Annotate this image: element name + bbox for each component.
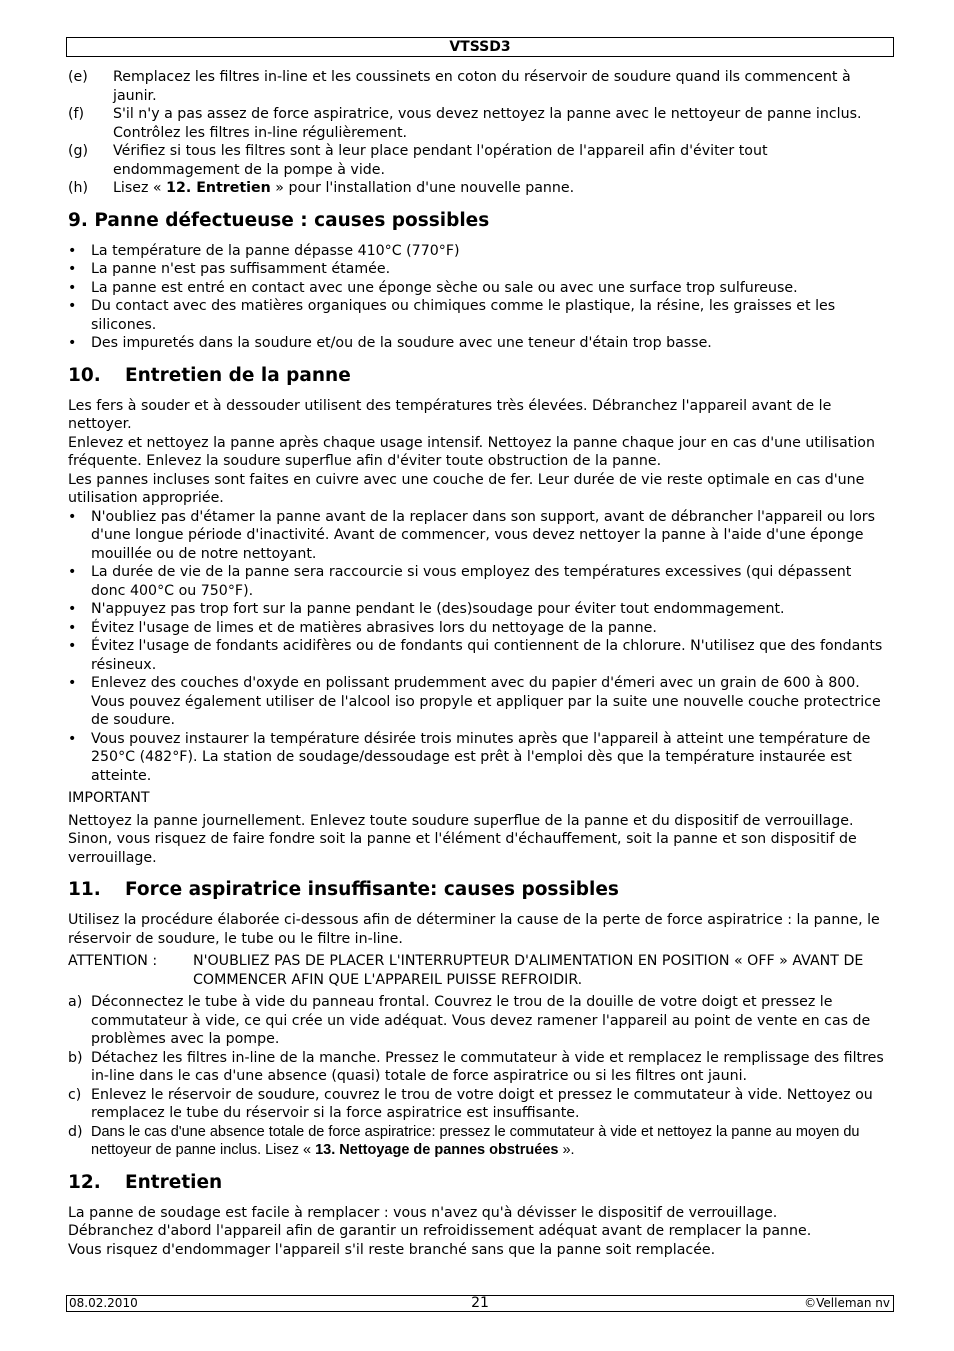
list-item-e: (e) Remplacez les filtres in-line et les coussinets en coton du réservoir de soudure quand ils commencent à jaunir. bbox=[68, 69, 851, 104]
paragraph: Vous risquez d'endommager l'appareil s'il reste branché sans que la panne soit remplacée. bbox=[68, 1241, 716, 1258]
paragraph: Les fers à souder et à dessouder utilisent des températures très élevées. Débranchez l'appareil avant de le nettoyer. bbox=[68, 397, 832, 432]
list-item: • Évitez l'usage de limes et de matières abrasives lors du nettoyage de la panne. bbox=[68, 619, 884, 638]
paragraph: Enlevez et nettoyez la panne après chaque usage intensif. Nettoyez la panne chaque jour en cas d'une utilisation fréquente. Enlevez la soudure superflue afin d'éviter toute obstruction de la panne. bbox=[68, 434, 875, 469]
section-10-bullets bbox=[68, 508, 884, 786]
footer-copyright: ©Velleman nv bbox=[804, 1296, 890, 1310]
paragraph: Utilisez la procédure élaborée ci-dessous afin de déterminer la cause de la perte de force aspiratrice : la panne, le réservoir de soudure, le tube ou le filtre in-line. bbox=[68, 912, 880, 947]
page-header bbox=[66, 37, 894, 57]
cross-reference-entretien: 12. Entretien bbox=[166, 180, 271, 196]
section-11-heading: 11. Force aspiratrice insuffisante: causes possibles bbox=[68, 879, 619, 900]
list-item: • La panne est entré en contact avec une éponge sèche ou sale ou avec une surface trop sulfureuse. bbox=[68, 279, 884, 298]
list-item: • Des impuretés dans la soudure et/ou de la soudure avec une teneur d'étain trop basse. bbox=[68, 334, 884, 353]
list-item: • Du contact avec des matières organiques ou chimiques comme le plastique, la résine, les graisses et les silicones. bbox=[68, 297, 884, 334]
page-content bbox=[68, 68, 884, 1259]
section-9-heading: 9. Panne défectueuse : causes possibles bbox=[68, 209, 490, 231]
list-item: • Enlevez des couches d'oxyde en polissant prudemment avec du papier d'émeri avec un grain de 600 à 800. Vous pouvez également utiliser de l'alcool iso propyle et appliquer par la suite une nouvelle couche protectrice de soudure. bbox=[68, 674, 884, 730]
paragraph: Débranchez d'abord l'appareil afin de garantir un refroidissement adéquat avant de remplacer la panne. bbox=[68, 1223, 812, 1239]
attention-notice: ATTENTION : N'OUBLIEZ PAS DE PLACER L'INTERRUPTEUR D'ALIMENTATION EN POSITION « OFF » AVANT DE COMMENCER AFIN QUE L'APPAREIL PUISSE REFROIDIR. bbox=[68, 953, 864, 988]
section-10-heading: 10. Entretien de la panne bbox=[68, 364, 351, 386]
list-item: • Évitez l'usage de fondants acidifères ou de fondants qui contiennent de la chlorure. N'utilisez que des fondants résineux. bbox=[68, 637, 884, 674]
paragraph: Les pannes incluses sont faites en cuivre avec une couche de fer. Leur durée de vie reste optimale en cas d'une utilisation appropriée. bbox=[68, 471, 865, 506]
page-footer bbox=[66, 1295, 894, 1312]
step-a: a) Déconnectez le tube à vide du panneau frontal. Couvrez le trou de la douille de votre doigt et pressez le commutateur à vide, ce qui crée un vide adéquat. Vous devez ramener l'appareil au point de vente en cas de problèmes avec la pompe. bbox=[68, 994, 871, 1047]
page-number: 21 bbox=[471, 1295, 489, 1311]
list-item: • N'oubliez pas d'étamer la panne avant de la replacer dans son support, avant de débrancher l'appareil ou lors d'une longue période d'inactivité. Avant de commencer, vous devez nettoyer la panne à l'aide d'une éponge mouillée ou de notre nettoyant. bbox=[68, 508, 884, 564]
important-text: Nettoyez la panne journellement. Enlevez toute soudure superflue de la panne et du dispositif de verrouillage. Sinon, vous risquez de faire fondre soit la panne et l'élément d'échauffement, soit la panne et son dispositif de verrouillage. bbox=[68, 812, 857, 866]
list-item: • Vous pouvez instaurer la température désirée trois minutes après que l'appareil à atteint une température de 250°C (482°F). La station de soudage/dessoudage est prêt à l'emploi dès que la température instaurée est atteinte. bbox=[68, 730, 884, 786]
important-label: IMPORTANT bbox=[68, 790, 150, 806]
step-d: d) Dans le cas d'une absence totale de force aspiratrice: pressez le commutateur à vide et nettoyez la panne au moyen du nettoyeur de panne inclus. Lisez « 13. Nettoyage de pannes obstruées ». bbox=[68, 1123, 860, 1158]
footer-date: 08.02.2010 bbox=[69, 1296, 138, 1310]
section-9-bullets bbox=[68, 242, 884, 353]
section-12-heading: 12. Entretien bbox=[68, 1171, 223, 1193]
step-c: c) Enlevez le réservoir de soudure, couvrez le trou de votre doigt et pressez le commutateur à vide. Nettoyez ou remplacez le tube du réservoir si la force aspiratrice est insuffisante. bbox=[68, 1086, 873, 1121]
cross-reference-nettoyage: 13. Nettoyage de pannes obstruées bbox=[315, 1142, 559, 1158]
list-item: • La température de la panne dépasse 410°C (770°F) bbox=[68, 242, 884, 261]
list-item-f: (f) S'il n'y a pas assez de force aspiratrice, vous devez nettoyez la panne avec le nettoyeur de panne inclus. Contrôlez les filtres in-line régulièrement. bbox=[68, 106, 862, 141]
paragraph: La panne de soudage est facile à remplacer : vous n'avez qu'à dévisser le dispositif de verrouillage. bbox=[68, 1204, 778, 1221]
document-code: VTSSD3 bbox=[449, 39, 511, 55]
list-item: • N'appuyez pas trop fort sur la panne pendant le (des)soudage pour éviter tout endommagement. bbox=[68, 600, 884, 619]
list-item-h: (h) Lisez « 12. Entretien » pour l'installation d'une nouvelle panne. bbox=[68, 180, 575, 196]
list-item: • La durée de vie de la panne sera raccourcie si vous employez des températures excessives (qui dépassent donc 400°C ou 750°F). bbox=[68, 563, 884, 600]
list-item: • La panne n'est pas suffisamment étamée. bbox=[68, 260, 884, 279]
list-item-g: (g) Vérifiez si tous les filtres sont à leur place pendant l'opération de l'appareil afin d'éviter tout endommagement de la pompe à vide. bbox=[68, 143, 768, 178]
step-b: b) Détachez les filtres in-line de la manche. Pressez le commutateur à vide et remplacez le remplissage des filtres in-line dans le cas d'une absence (quasi) totale de force aspiratrice ou si les filtres ont jauni. bbox=[68, 1049, 884, 1084]
